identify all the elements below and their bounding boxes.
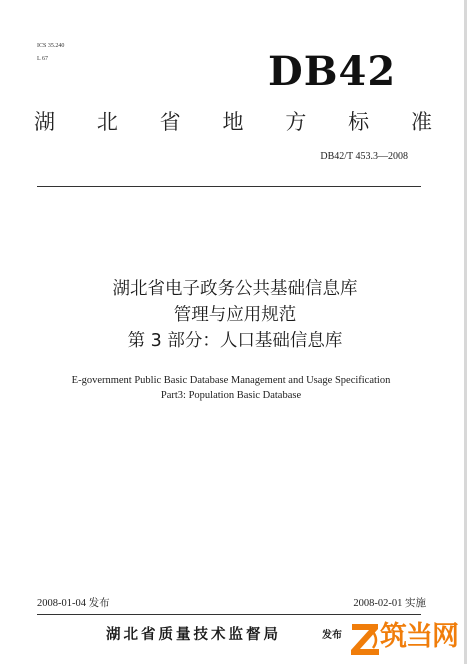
l-code: L 67: [37, 56, 48, 62]
bottom-divider: [37, 614, 421, 615]
title-cn-line-1: 湖北省电子政务公共基础信息库: [112, 279, 358, 299]
title-chinese: [40, 276, 430, 354]
top-divider: [37, 186, 421, 187]
publish-label: 发布: [322, 630, 342, 641]
standard-name-char: 湖: [34, 110, 55, 134]
implementation-date: 2008-02-01 实施: [353, 598, 426, 609]
issue-date: 2008-01-04 发布: [37, 598, 110, 609]
watermark-logo: [348, 618, 464, 660]
standard-name: [34, 109, 432, 135]
ics-code: ICS 35.240: [37, 43, 65, 49]
standard-number: DB42/T 453.3—2008: [320, 151, 408, 162]
db-logo: DB42: [268, 48, 397, 95]
title-english: [20, 373, 442, 403]
title-cn-line-3: 第 3 部分：人口基础信息库: [127, 331, 343, 351]
watermark-text: 筑当网: [380, 621, 458, 652]
standard-name-char: 地: [222, 110, 244, 134]
standard-name-char: 省: [159, 110, 181, 134]
title-en-line-1: E-government Public Basic Database Management and Usage Specification: [71, 375, 391, 386]
standard-name-char: 标: [348, 110, 370, 134]
title-cn-line-2: 管理与应用规范: [173, 305, 297, 325]
watermark-z-icon: [348, 618, 384, 660]
title-en-line-2: Part3: Population Basic Database: [160, 390, 302, 401]
standard-name-char: 北: [96, 110, 118, 134]
publisher-name: 湖北省质量技术监督局: [106, 627, 281, 643]
standard-name-char: 方: [285, 110, 307, 134]
standard-name-char: 准: [410, 110, 432, 134]
